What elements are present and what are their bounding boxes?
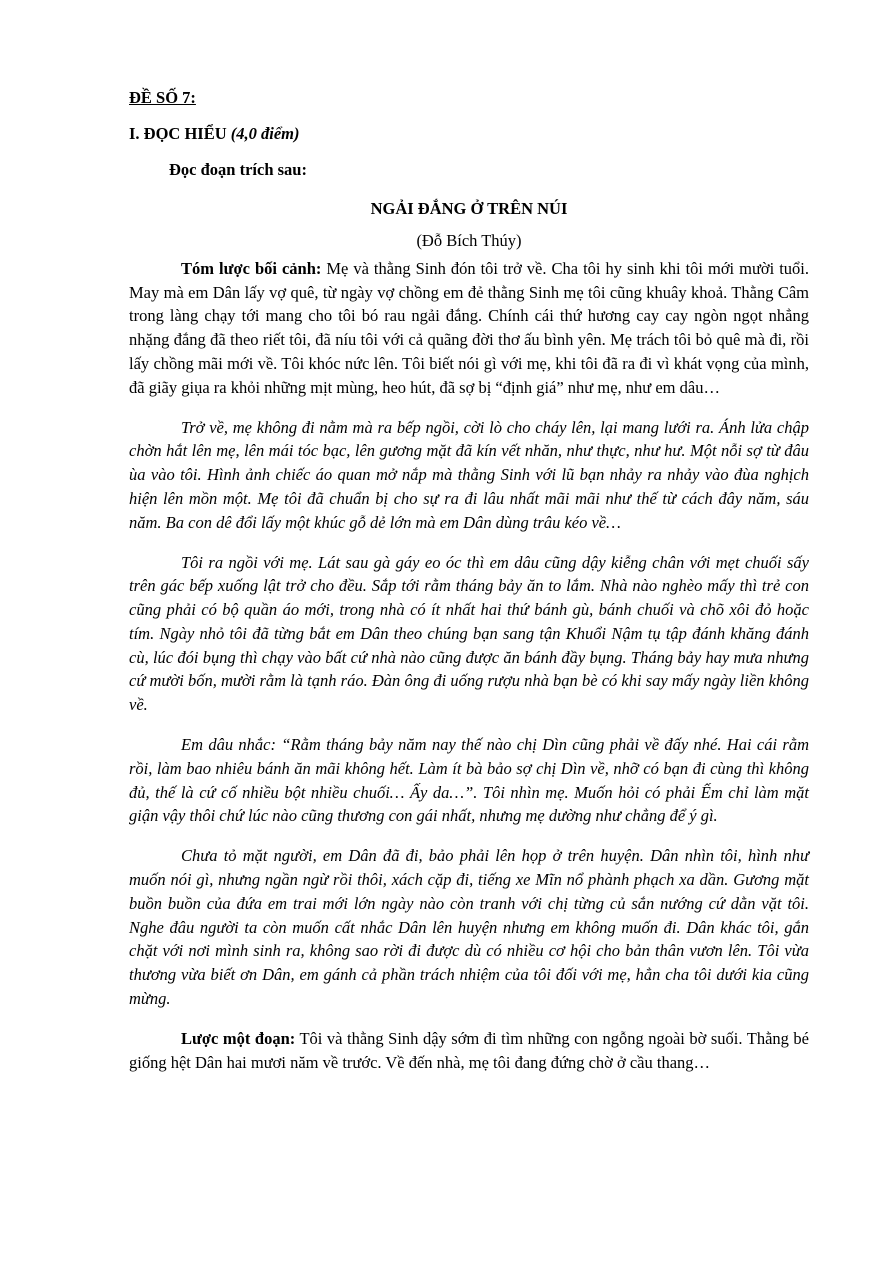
- section-points: (4,0 điểm): [230, 124, 300, 143]
- excerpt-paragraph-2: Tôi ra ngồi với mẹ. Lát sau gà gáy eo óc thì em dâu cũng dậy kiễng chân với mẹt chuối sấy trên gác bếp xuống lật trở cho đều. Sắp tới rằm tháng bảy ăn to lắm. Nhà nào nghèo mấy thì trẻ con cũng phải có bộ quần áo mới, trong nhà có ít nhất hai thứ bánh gù, bánh chuối và chõ xôi đỏ hoặc tím. Ngày nhỏ tôi đã từng bắt em Dân theo chúng bạn sang tận Khuổi Nậm tụ tập đánh khăng đánh cù, lúc đói bụng thì chạy vào bất cứ nhà nào cũng được ăn bánh đầy bụng. Tháng bảy hay mưa nhưng cứ mười bốn, mười rằm là tạnh ráo. Đàn ông đi uống rượu nhà bạn bè có khi say mấy ngày liền không về.: [129, 552, 809, 714]
- document-page: [129, 78, 809, 1091]
- excerpt-paragraph-1: Trở về, mẹ không đi nằm mà ra bếp ngồi, cời lò cho cháy lên, lại mang lưới ra. Ánh lửa chập chờn hắt lên mẹ, lên mái tóc bạc, lên gương mặt đã kín vết nhăn, như thực, như hư. Một nỗi sợ từ đâu ùa vào tôi. Hình ảnh chiếc áo quan mở nắp mà thằng Sinh với lũ bạn nhảy ra nhảy vào đùa nghịch hiện lên mồn một. Mẹ tôi đã chuẩn bị cho sự ra đi lâu nhất mãi mãi như thế từ cách đây năm, sáu năm. Ba con dê đổi lấy một khúc gỗ dẻ lớn mà em Dân dùng trâu kéo về…: [129, 417, 809, 532]
- skip-text: Tôi và thằng Sinh dậy sớm đi tìm những con ngỗng ngoài bờ suối. Thằng bé giống hệt Dân hai mươi năm về trước. Về đến nhà, mẹ tôi đang đứng chờ ở cầu thang…: [129, 1028, 809, 1072]
- context-paragraph: [129, 257, 809, 399]
- context-text: Mẹ và thằng Sinh đón tôi trở về. Cha tôi hy sinh khi tôi mới mười tuổi. May mà em Dân lấy vợ quê, từ ngày vợ chồng em đẻ thằng Sinh mẹ tôi cũng khuây khoả. Thằng Câm trong làng chạy tới mang cho tôi bó rau ngải đắng. Chính cái thứ hương cay cay ngòn ngọt nhẳng nhặng đắng đã theo riết tôi, đã níu tôi với cả quãng đời thơ ấu bình yên. Mẹ trách tôi bỏ quê mà đi, rồi lấy chồng mãi mới về. Tôi khóc nức lên. Tôi biết nói gì với mẹ, khi tôi đã ra đi vì khát vọng của mình, đã giãy giụa ra khỏi những mịt mùng, heo hút, đã sợ bị “định giá” như mẹ, như em dâu…: [129, 259, 809, 397]
- section-label: I. ĐỌC HIỂU: [129, 124, 227, 143]
- excerpt-paragraph-4: Chưa tỏ mặt người, em Dân đã đi, bảo phải lên họp ở trên huyện. Dân nhìn tôi, hình như muốn nói gì, nhưng ngần ngừ rồi thôi, xách cặp đi, tiếng xe Mĩn nổ phành phạch xa dần. Gương mặt buồn buồn của đứa em trai mới lớn ngày nào còn tranh với chị từng củ sắn nướng cứ dằn vặt tôi. Nghe đâu người ta còn muốn cất nhắc Dân lên huyện nhưng em không muốn đi. Dân khác tôi, gắn chặt với nơi mình sinh ra, không sao rời đi được dù có nhiều cơ hội cho bản thân vươn lên. Tôi vừa thương vừa biết ơn Dân, em gánh cả phần trách nhiệm của tôi đối với mẹ, hẳn cha tôi dưới kia cũng mừng.: [129, 846, 809, 1008]
- skip-paragraph: [129, 1027, 809, 1074]
- context-lead: Tóm lược bối cảnh:: [181, 259, 322, 278]
- story-title: NGẢI ĐẮNG Ở TRÊN NÚI: [370, 199, 568, 218]
- story-author: (Đỗ Bích Thúy): [416, 231, 522, 250]
- skip-lead: Lược một đoạn:: [181, 1028, 296, 1048]
- section-heading: [129, 122, 809, 146]
- exam-number: ĐỀ SỐ 7:: [129, 88, 196, 107]
- reading-instruction: Đọc đoạn trích sau:: [169, 160, 307, 179]
- excerpt-paragraph-3: Em dâu nhắc: “Rằm tháng bảy năm nay thế nào chị Dìn cũng phải về đấy nhé. Hai cái rằm rồi, làm bao nhiêu bánh ăn mãi không hết. Làm ít bà bảo sợ chị Dìn về, nhỡ có bạn đi cùng thì không đủ, thế là cứ cố nhiều bột nhiều chuối… Ấy da…”. Tôi nhìn mẹ. Muốn hỏi có phải Ếm chỉ làm mặt giận vậy thôi chứ lúc nào cũng thương con gái nhất, nhưng mẹ dường như chẳng để ý gì.: [129, 735, 809, 826]
